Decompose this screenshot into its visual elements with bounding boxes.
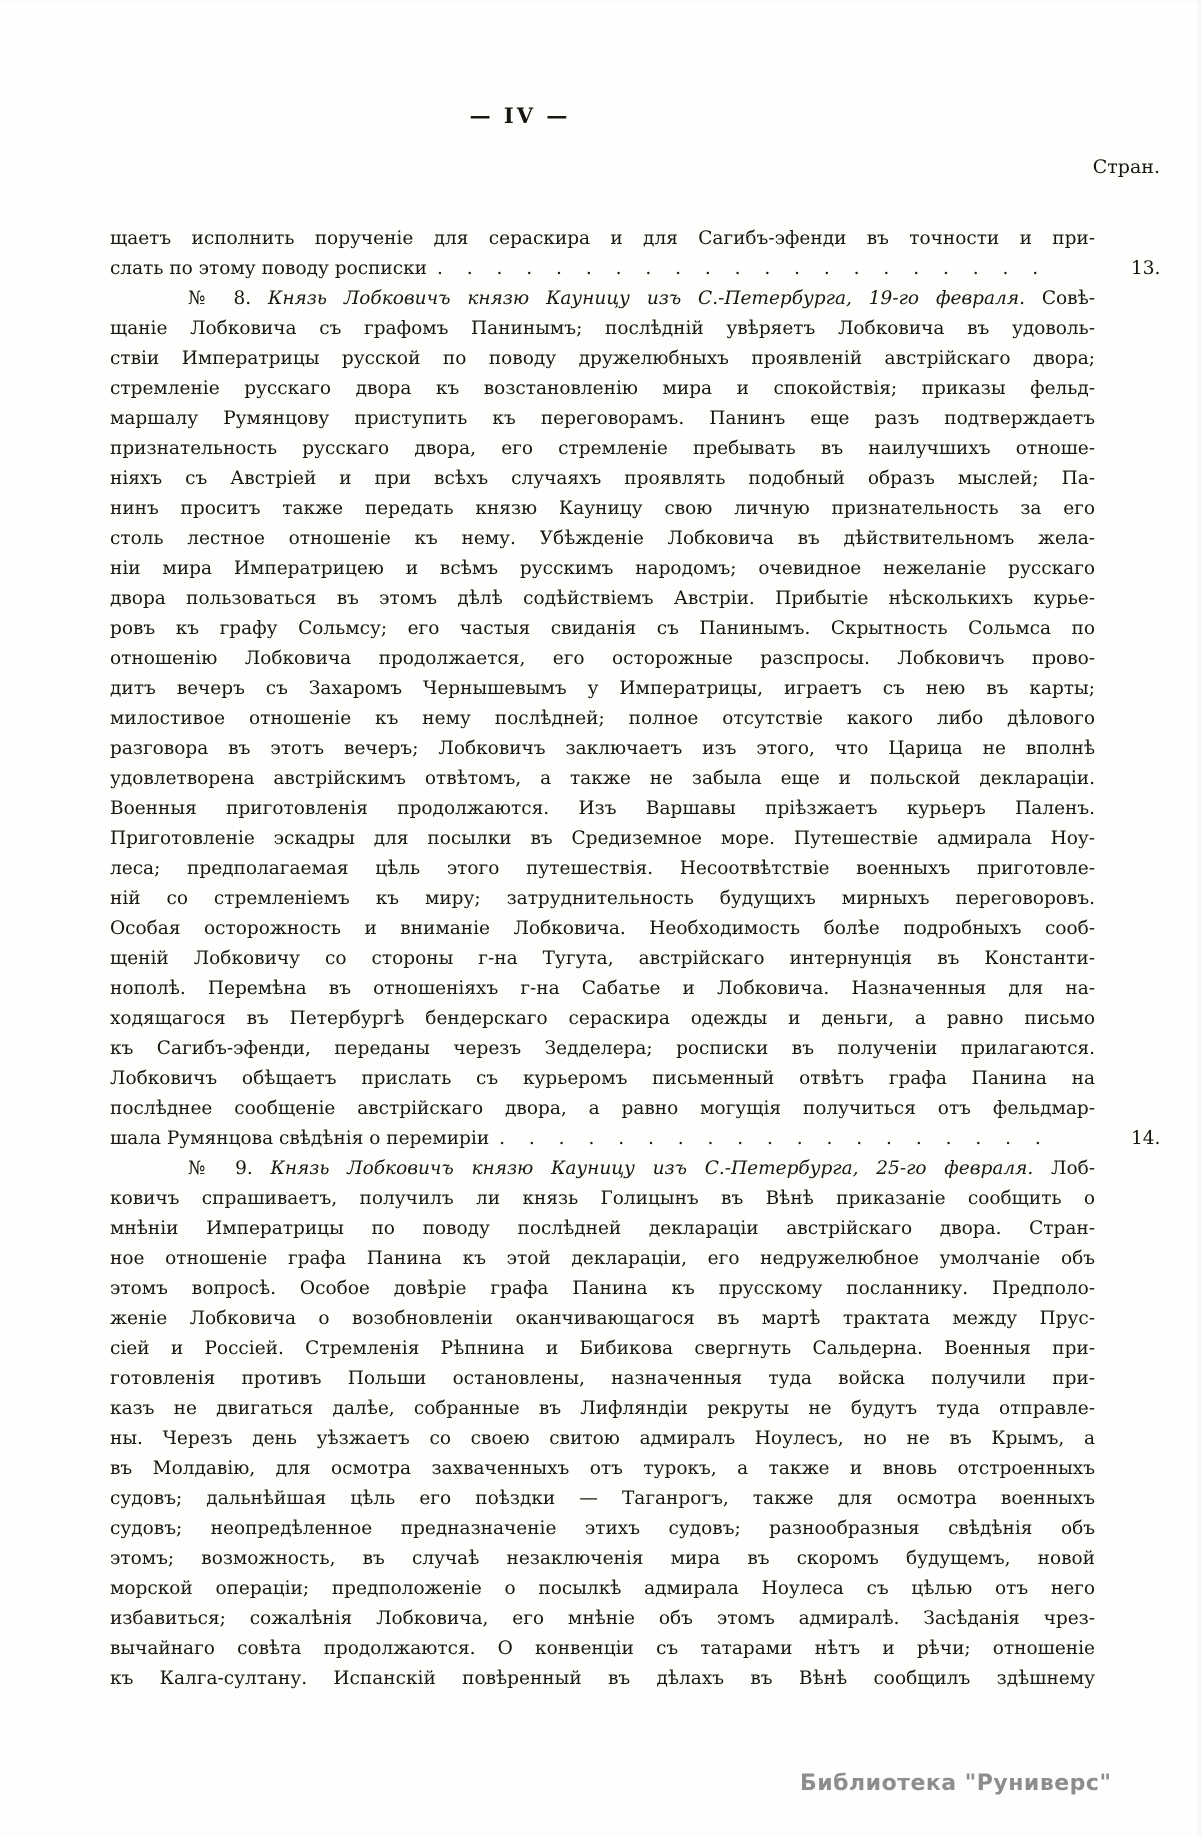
text-line: къ Сагибъ-эфенди, переданы черезъ Зедделера; росписки въ полученіи прилагаются. (110, 1038, 1095, 1059)
text-line: двора пользоваться въ этомъ дѣлѣ содѣйствіемъ Австріи. Прибытіе нѣсколькихъ курье- (110, 588, 1095, 609)
text-line: ковичъ спрашиваетъ, получилъ ли князь Голицынъ въ Вѣнѣ приказаніе сообщить о (110, 1188, 1095, 1209)
text-line: нополѣ. Перемѣна въ отношеніяхъ г-на Сабатье и Лобковича. Назначенныя для на- (110, 978, 1095, 999)
text-line: Особая осторожность и вниманіе Лобковича. Необходимость болѣе подробныхъ сооб- (110, 918, 1095, 939)
entry-heading: Князь Лобковичъ князю Кауницу изъ С.-Петербурга, 19-го февраля. (268, 288, 1025, 309)
text-line: послѣднее сообщеніе австрійскаго двора, а равно могущія получиться отъ фельдмар- (110, 1098, 1095, 1119)
text-line: морской операціи; предположеніе о посылкѣ адмирала Ноулеса съ цѣлью отъ него (110, 1578, 1095, 1599)
text-line: столь лестное отношеніе къ нему. Убѣжденіе Лобковича въ дѣйствительномъ жела- (110, 528, 1095, 549)
entry-number: № 8. (188, 288, 252, 309)
text-line: ніи мира Императрицею и всѣмъ русскимъ народомъ; очевидное нежеланіе русскаго (110, 558, 1095, 579)
text-line: ровъ къ графу Сольмсу; его частыя свиданія съ Панинымъ. Скрытность Сольмса по (110, 618, 1095, 639)
text-line: признательность русскаго двора, его стремленіе пребывать въ наилучшихъ отноше- (110, 438, 1095, 459)
text-line: нинъ проситъ также передать князю Кауницу свою личную признательность за его (110, 498, 1095, 519)
text-line: Военныя приготовленія продолжаются. Изъ Варшавы пріѣзжаетъ курьеръ Паленъ. (110, 798, 1095, 819)
text-line: щаніе Лобковича съ графомъ Панинымъ; послѣдній увѣряетъ Лобковича въ удоволь- (110, 318, 1095, 339)
text-line: избавиться; сожалѣнія Лобковича, его мнѣніе объ этомъ адмиралѣ. Засѣданія чрез- (110, 1608, 1095, 1629)
page-column-label: Стран. (1092, 156, 1160, 178)
text-line: щеній Лобковичу со стороны г-на Тугута, австрійскаго интернунція въ Константи- (110, 948, 1095, 969)
text-line: ходящагося въ Петербургѣ бендерскаго сераскира одежды и деньги, а равно письмо (110, 1008, 1095, 1029)
text-line: мнѣніи Императрицы по поводу послѣдней деклараціи австрійскаго двора. Стран- (110, 1218, 1095, 1239)
leader-dots: . . . . . . . . . . . . . . . . . . . . . (437, 258, 1048, 279)
text-line: Приготовленіе эскадры для посылки въ Средиземное море. Путешествіе адмирала Ноу- (110, 828, 1095, 849)
entry-heading: Князь Лобковичъ князю Кауницу изъ С.-Петербурга, 25-го февраля. (270, 1158, 1034, 1179)
entry-heading-line (110, 1154, 1095, 1184)
text-line: маршалу Румянцову приступить къ переговорамъ. Панинъ еще разъ подтверждаетъ (110, 408, 1095, 429)
text-line: этомъ вопросѣ. Особое довѣріе графа Панина къ прусскому посланнику. Предполо- (110, 1278, 1095, 1299)
text-line: леса; предполагаемая цѣль этого путешествія. Несоотвѣтствіе военныхъ приготовле- (110, 858, 1095, 879)
text-line-with-leader (110, 1124, 1161, 1154)
text-line: ніяхъ съ Австріей и при всѣхъ случаяхъ проявлять подобный образъ мыслей; Па- (110, 468, 1095, 489)
text-line: женіе Лобковича о возобновленіи оканчивающагося въ мартѣ трактата между Прус- (110, 1308, 1095, 1329)
text-line: казъ не двигаться далѣе, собранные въ Лифляндіи рекруты не будутъ туда отправле- (110, 1398, 1095, 1419)
text-line: щаетъ исполнить порученіе для сераскира и для Сагибъ-эфенди въ точности и при- (110, 228, 1095, 249)
text-line: этомъ; возможность, въ случаѣ незаключенія мира въ скоромъ будущемъ, новой (110, 1548, 1095, 1569)
text-line: сіей и Россіей. Стремленія Рѣпнина и Бибикова свергнуть Сальдерна. Военныя при- (110, 1338, 1095, 1359)
entry-heading-line (110, 284, 1095, 314)
text-line: стремленіе русскаго двора къ возстановленію мира и спокойствія; приказы фельд- (110, 378, 1095, 399)
text-line: судовъ; неопредѣленное предназначеніе этихъ судовъ; разнообразныя свѣдѣнія объ (110, 1518, 1095, 1539)
text-line: ствіи Императрицы русской по поводу дружелюбныхъ проявленій австрійскаго двора; (110, 348, 1095, 369)
page-ref: 14. (1131, 1128, 1161, 1149)
entry-number: № 9. (188, 1158, 253, 1179)
text-line: слать по этому поводу росписки (110, 258, 428, 279)
text-line: шала Румянцова свѣдѣнія о перемиріи (110, 1128, 490, 1149)
summary-text-block (110, 224, 1161, 1694)
text-line: милостивое отношеніе къ нему послѣдней; полное отсутствіе какого либо дѣлового (110, 708, 1095, 729)
text-line: въ Молдавію, для осмотра захваченныхъ отъ турокъ, а также и вновь отстроенныхъ (110, 1458, 1095, 1479)
text-line: Лобковичъ обѣщаетъ прислать съ курьеромъ письменный отвѣтъ графа Панина на (110, 1068, 1095, 1089)
page-number-roman: — IV — (469, 103, 571, 128)
text-line: Совѣ- (1041, 288, 1095, 309)
text-line: дитъ вечеръ съ Захаромъ Чернышевымъ у Императрицы, играетъ съ нею въ карты; (110, 678, 1095, 699)
text-line: ны. Черезъ день уѣзжаетъ со своею свитою адмиралъ Ноулесъ, но не въ Крымъ, а (110, 1428, 1095, 1449)
text-line: вычайнаго совѣта продолжаются. О конвенціи съ татарами нѣтъ и рѣчи; отношеніе (110, 1638, 1095, 1659)
library-watermark: Библиотека "Руниверс" (800, 1771, 1112, 1796)
page-ref: 13. (1131, 258, 1161, 279)
text-line: къ Калга-султану. Испанскій повѣренный въ дѣлахъ въ Вѣнѣ сообщилъ здѣшнему (110, 1668, 1095, 1689)
text-line: Лоб- (1051, 1158, 1095, 1179)
text-line-with-leader (110, 254, 1161, 284)
text-line: отношенію Лобковича продолжается, его осторожные разспросы. Лобковичъ прово- (110, 648, 1095, 669)
leader-dots: . . . . . . . . . . . . . . . . . . . (499, 1128, 1050, 1149)
text-line: разговора въ этотъ вечеръ; Лобковичъ заключаетъ изъ этого, что Царица не вполнѣ (110, 738, 1095, 759)
text-line: ній со стремленіемъ къ миру; затруднительность будущихъ мирныхъ переговоровъ. (110, 888, 1095, 909)
text-line: удовлетворена австрійскимъ отвѣтомъ, а также не забыла еще и польской деклараціи. (110, 768, 1095, 789)
text-line: готовленія противъ Польши остановлены, назначенныя туда войска получили при- (110, 1368, 1095, 1389)
text-line: судовъ; дальнѣйшая цѣль его поѣздки — Таганрогъ, также для осмотра военныхъ (110, 1488, 1095, 1509)
text-line: ное отношеніе графа Панина къ этой деклараціи, его недружелюбное умолчаніе объ (110, 1248, 1095, 1269)
